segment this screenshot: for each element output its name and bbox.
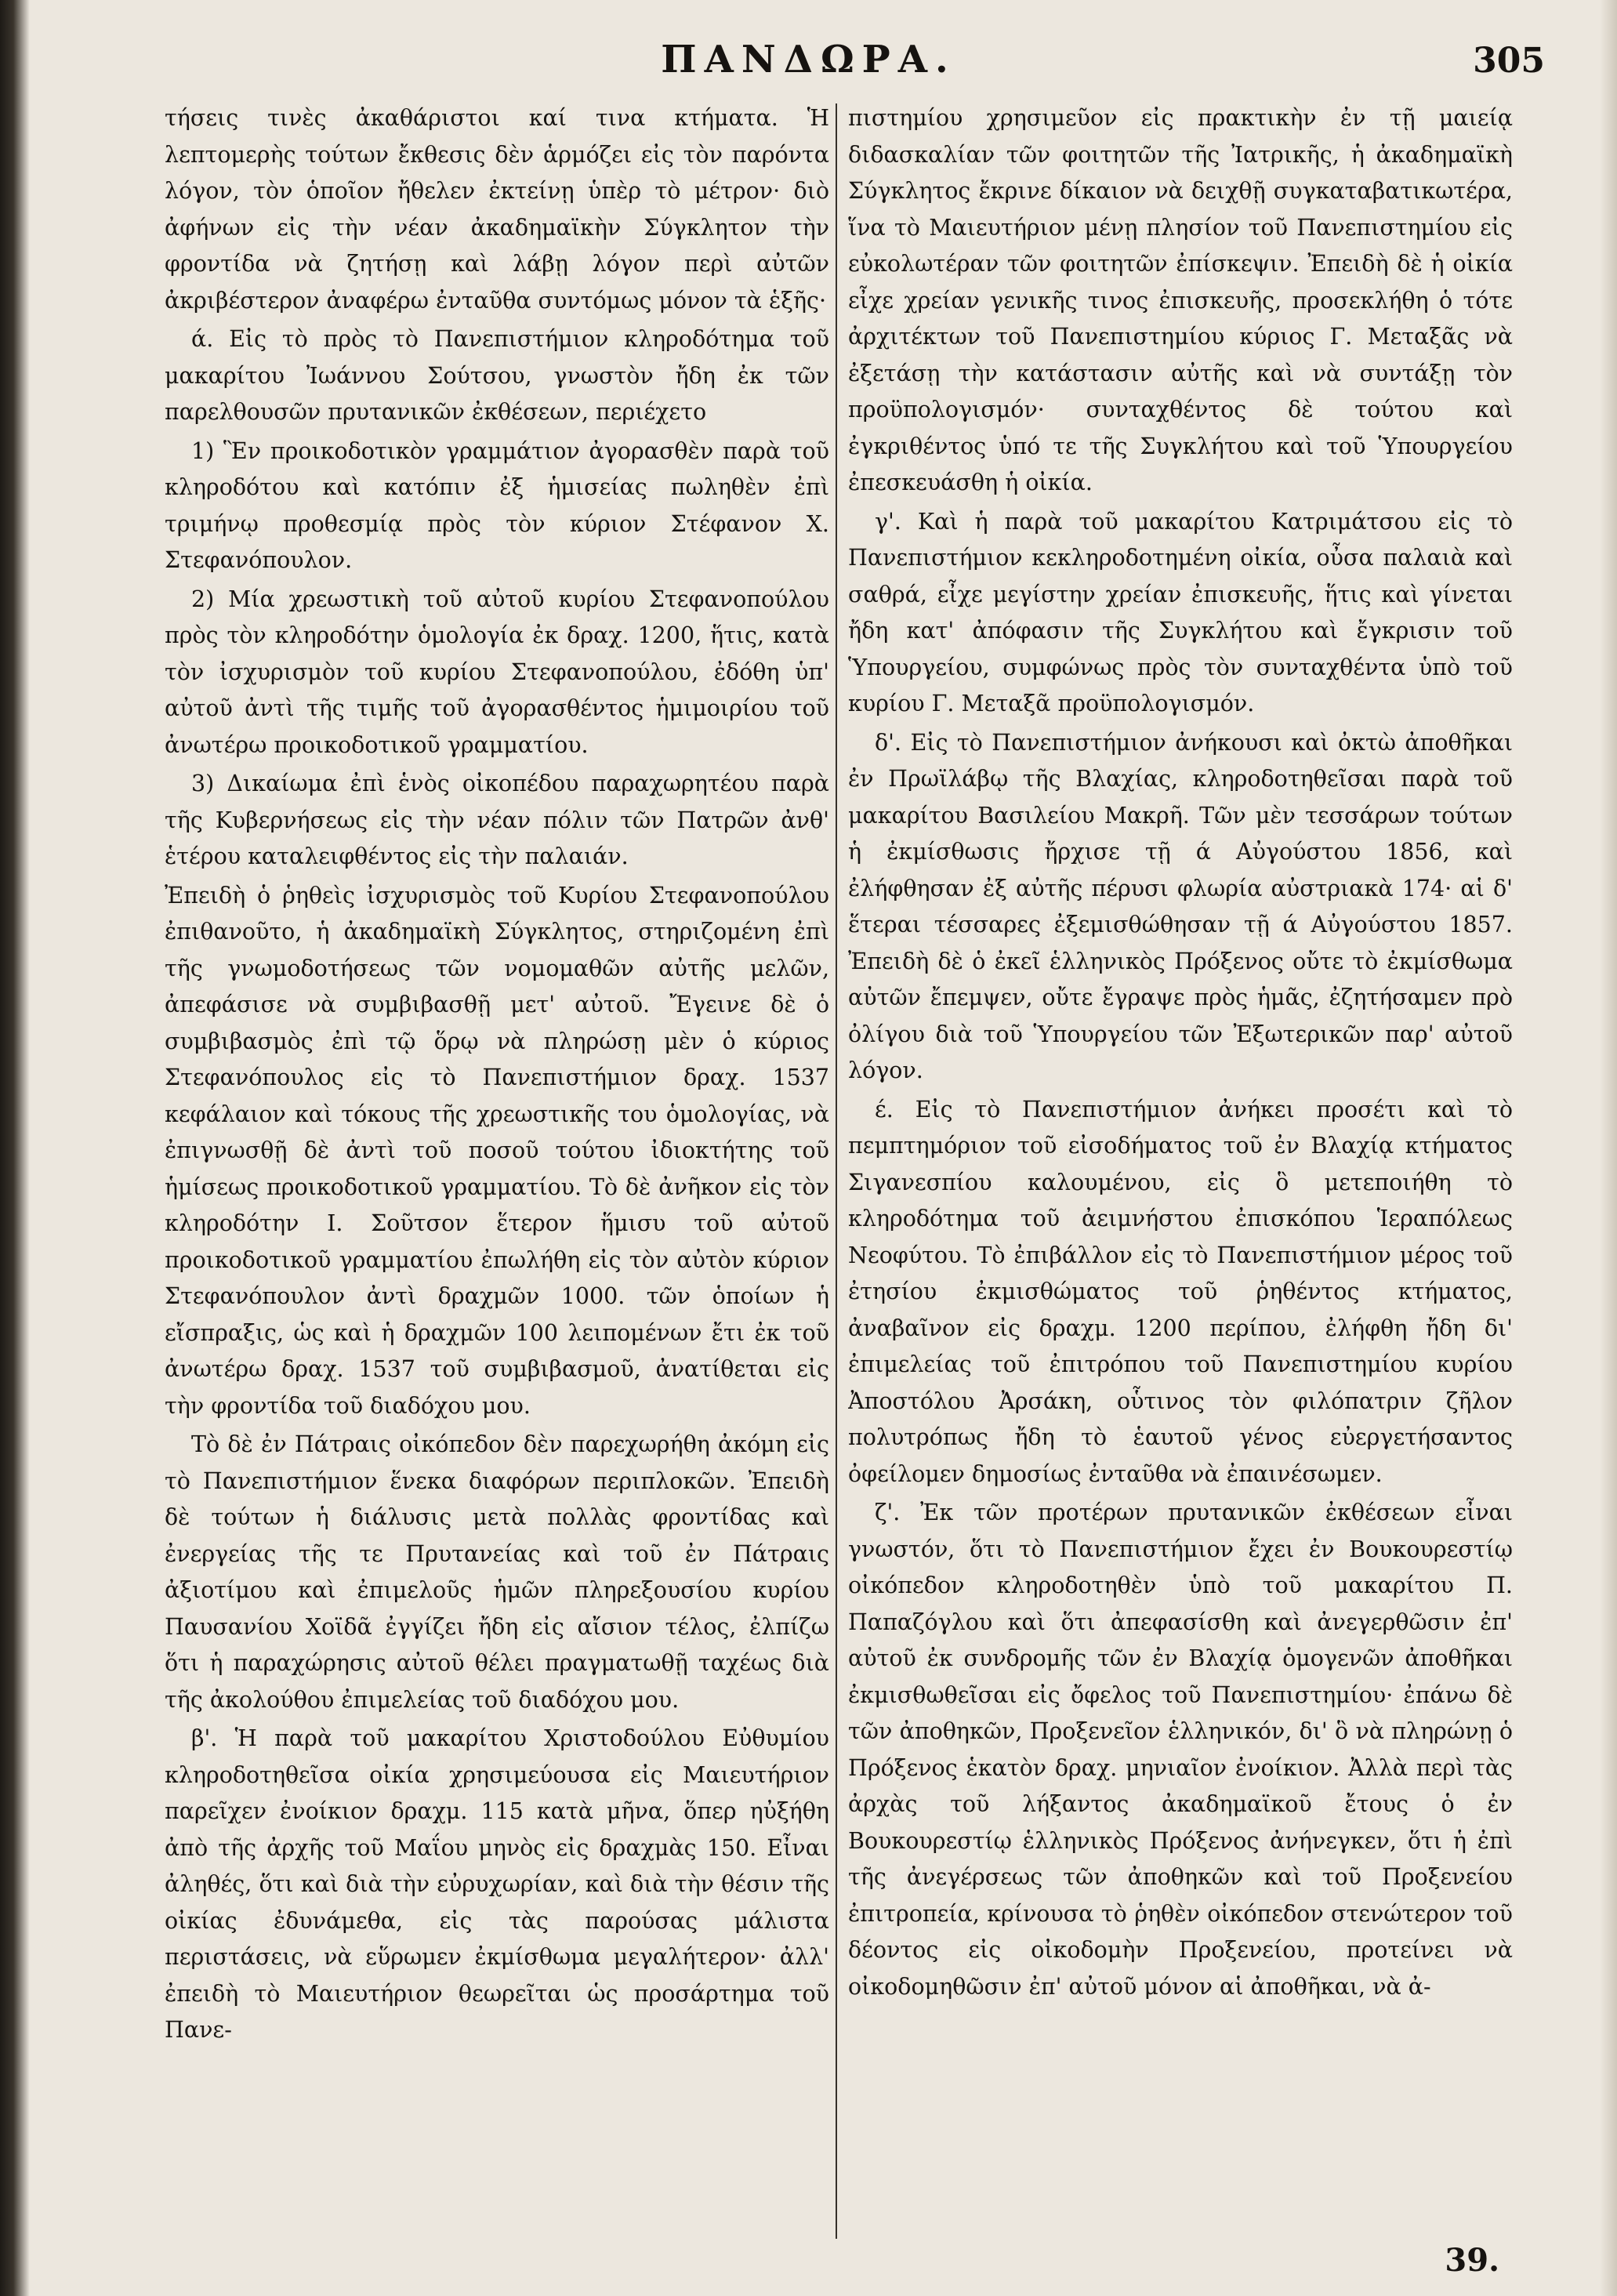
paragraph: τήσεις τινὲς ἀκαθάριστοι καί τινα κτήματα. Ἡ λεπτομερὴς τούτων ἔκθεσις δὲν ἁρμόζει εἰς τὸν παρόντα λόγον, τὸν ὁποῖον ἤθελεν ἐκτείνῃ ὑπὲρ τὸ μέτρον· διὸ ἀφήνων εἰς τὴν νέαν ἀκαδημαϊκὴν Σύγκλητον τὴν φροντίδα νὰ ζητήσῃ καὶ λάβῃ λόγον περὶ αὐτῶν ἀκριβέστερον ἀναφέρω ἐνταῦθα συντόμως μόνον τὰ ἑξῆς· (165, 105, 829, 314)
paragraph: δ'. Εἰς τὸ Πανεπιστήμιον ἀνήκουσι καὶ ὀκτὼ ἀποθῆκαι ἐν Πρωϊλάβῳ τῆς Βλαχίας, κληροδοτηθεῖσαι παρὰ τοῦ μακαρίτου Βασιλείου Μακρῆ. Τῶν μὲν τεσσάρων τούτων ἡ ἐκμίσθωσις ἤρχισε τῇ ά Αὐγούστου 1856, καὶ ἐλήφθησαν ἐξ αὐτῆς πέρυσι φλωρία αὐστριακὰ 174· αἱ δ' ἕτεραι τέσσαρες ἐξεμισθώθησαν τῇ ά Αὐγούστου 1857. Ἐπειδὴ δὲ ὁ ἐκεῖ ἑλληνικὸς Πρόξενος οὔτε τὸ ἐκμίσθωμα αὐτῶν ἔπεμψεν, οὔτε ἔγραψε πρὸς ἡμᾶς, ἐζητήσαμεν πρὸ ὀλίγου διὰ τοῦ Ὑπουργείου τῶν Ἐξωτερικῶν παρ' αὐτοῦ λόγον. (848, 729, 1513, 1083)
paragraph: γ'. Καὶ ἡ παρὰ τοῦ μακαρίτου Κατριμάτσου εἰς τὸ Πανεπιστήμιον κεκληροδοτημένη οἰκία, οὖσα παλαιὰ καὶ σαθρά, εἶχε μεγίστην χρείαν ἐπισκευῆς, ἥτις καὶ γίνεται ἤδη κατ' ἀπόφασιν τῆς Συγκλήτου καὶ ἔγκρισιν τοῦ Ὑπουργείου, συμφώνως πρὸς τὸν συνταχθέντα ὑπὸ τοῦ κυρίου Γ. Μεταξᾶ προϋπολογισμόν. (848, 508, 1513, 716)
paragraph: ά. Εἰς τὸ πρὸς τὸ Πανεπιστήμιον κληροδότημα τοῦ μακαρίτου Ἰωάννου Σούτσου, γνωστὸν ἤδη ἐκ τῶν παρελθουσῶν πρυτανικῶν ἐκθέσεων, περιέχετο (165, 326, 829, 425)
column-divider (836, 103, 837, 2239)
paragraph: 1) Ἓν προικοδοτικὸν γραμμάτιον ἀγορασθὲν παρὰ τοῦ κληροδότου καὶ κατόπιν ἐξ ἡμισείας πωληθὲν ἐπὶ τριμήνῳ προθεσμίᾳ πρὸς τὸν κύριον Στέφανον Χ. Στεφανόπουλον. (165, 437, 829, 573)
page-number: 305 (1473, 41, 1545, 81)
paragraph: 3) Δικαίωμα ἐπὶ ἑνὸς οἰκοπέδου παραχωρητέου παρὰ τῆς Κυβερνήσεως εἰς τὴν νέαν πόλιν τῶν Πατρῶν ἀνθ' ἑτέρου καταλειφθέντος εἰς τὴν παλαιάν. (165, 771, 829, 869)
paragraph: ζ'. Ἐκ τῶν προτέρων πρυτανικῶν ἐκθέσεων εἶναι γνωστόν, ὅτι τὸ Πανεπιστήμιον ἔχει ἐν Βουκουρεστίῳ οἰκόπεδον κληροδοτηθὲν ὑπὸ τοῦ μακαρίτου Π. Παπαζόγλου καὶ ὅτι ἀπεφασίσθη καὶ ἀνεγερθῶσιν ἐπ' αὐτοῦ ἐκ συνδρομῆς τῶν ἐν Βλαχίᾳ ὁμογενῶν ἀποθῆκαι ἐκμισθωθεῖσαι εἰς ὄφελος τοῦ Πανεπιστημίου· ἐπάνω δὲ τῶν ἀποθηκῶν, Προξενεῖον ἑλληνικόν, δι' ὃ νὰ πληρώνῃ ὁ Πρόξενος ἑκατὸν δραχ. μηνιαῖον ἐνοίκιον. Ἀλλὰ περὶ τὰς ἀρχὰς τοῦ λήξαντος ἀκαδημαϊκοῦ ἔτους ὁ ἐν Βουκουρεστίῳ ἑλληνικὸς Πρόξενος ἀνήνεγκεν, ὅτι ἡ ἐπὶ τῆς ἀνεγέρσεως τῶν ἀποθηκῶν καὶ τοῦ Προξενείου ἐπιτροπεία, κρίνουσα τὸ ῥηθὲν οἰκόπεδον στενώτερον τοῦ δέοντος εἰς οἰκοδομὴν Προξενείου, προτείνει νὰ οἰκοδομηθῶσιν ἐπ' αὐτοῦ μόνον αἱ ἀποθῆκαι, νὰ ἀ- (848, 1500, 1513, 2000)
paragraph: έ. Εἰς τὸ Πανεπιστήμιον ἀνήκει προσέτι καὶ τὸ πεμπτημόριον τοῦ εἰσοδήματος τοῦ ἐν Βλαχίᾳ κτήματος Σιγανεσπίου καλουμένου, εἰς ὃ μετεποιήθη τὸ κληροδότημα τοῦ ἀειμνήστου ἐπισκόπου Ἱεραπόλεως Νεοφύτου. Τὸ ἐπιβάλλον εἰς τὸ Πανεπιστήμιον μέρος τοῦ ἐτησίου ἐκμισθώματος τοῦ ῥηθέντος κτήματος, ἀναβαῖνον εἰς δραχμ. 1200 περίπου, ἐλήφθη ἤδη δι' ἐπιμελείας τοῦ ἐπιτρόπου τοῦ Πανεπιστημίου κυρίου Ἀποστόλου Ἀρσάκη, οὗτινος τὸν φιλόπατριν ζῆλον πολυτρόπως ἤδη τὸ ἑαυτοῦ γένος εὐεργετήσαντος ὀφείλομεν δημοσίως ἐνταῦθα νὰ ἐπαινέσωμεν. (848, 1096, 1513, 1487)
paragraph: Ἐπειδὴ ὁ ῥηθεὶς ἰσχυρισμὸς τοῦ Κυρίου Στεφανοπούλου ἐπιθανοῦτο, ἡ ἀκαδημαϊκὴ Σύγκλητος, στηριζομένη ἐπὶ τῆς γνωμοδοτήσεως τῶν νομομαθῶν αὐτῆς μελῶν, ἀπεφάσισε νὰ συμβιβασθῇ μετ' αὐτοῦ. Ἔγεινε δὲ ὁ συμβιβασμὸς ἐπὶ τῷ ὅρῳ νὰ πληρώσῃ μὲν ὁ κύριος Στεφανόπουλος εἰς τὸ Πανεπιστήμιον δραχ. 1537 κεφάλαιον καὶ τόκους τῆς χρεωστικῆς του ὁμολογίας, νὰ ἐπιγνωσθῇ δὲ ἀντὶ τοῦ ποσοῦ τούτου ἰδιοκτήτης τοῦ ἡμίσεως προικοδοτικοῦ γραμματίου. Τὸ δὲ ἀνῆκον εἰς τὸν κληροδότην Ι. Σοῦτσον ἕτερον ἥμισυ τοῦ αὐτοῦ προικοδοτικοῦ γραμματίου ἐπωλήθη εἰς τὸν αὐτὸν κύριον Στεφανόπουλον ἀντὶ δραχμῶν 1000. τῶν ὁποίων ἡ εἴσπραξις, ὡς καὶ ἡ δραχμῶν 100 λειπομένων ἔτι ἐκ τοῦ ἀνωτέρω δραχ. 1537 τοῦ συμβιβασμοῦ, ἀνατίθεται εἰς τὴν φροντίδα τοῦ διαδόχου μου. (165, 882, 829, 1419)
right-column (848, 100, 1513, 2240)
paragraph: β'. Ἡ παρὰ τοῦ μακαρίτου Χριστοδούλου Εὐθυμίου κληροδοτηθεῖσα οἰκία χρησιμεύουσα εἰς Μαιευτήριον παρεῖχεν ἐνοίκιον δραχμ. 115 κατὰ μῆνα, ὅπερ ηὐξήθη ἀπὸ τῆς ἀρχῆς τοῦ Μαΐου μηνὸς εἰς δραχμὰς 150. Εἶναι ἀληθές, ὅτι καὶ διὰ τὴν εὐρυχωρίαν, καὶ διὰ τὴν θέσιν τῆς οἰκίας ἐδυνάμεθα, εἰς τὰς παρούσας μάλιστα περιστάσεις, νὰ εὕρωμεν ἐκμίσθωμα μεγαλήτερον· ἀλλ' ἐπειδὴ τὸ Μαιευτήριον θεωρεῖται ὡς προσάρτημα τοῦ Πανε- (165, 1725, 829, 2043)
signature-mark: 39. (1445, 2242, 1499, 2279)
running-title: ΠΑΝΔΩΡΑ. (661, 38, 956, 82)
paragraph: πιστημίου χρησιμεῦον εἰς πρακτικὴν ἐν τῇ μαιείᾳ διδασκαλίαν τῶν φοιτητῶν τῆς Ἰατρικῆς, ἡ ἀκαδημαϊκὴ Σύγκλητος ἔκρινε δίκαιον νὰ δειχθῇ συγκαταβατικωτέρα, ἵνα τὸ Μαιευτήριον μένῃ πλησίον τοῦ Πανεπιστημίου εἰς εὐκολωτέραν τῶν φοιτητῶν ἐπίσκεψιν. Ἐπειδὴ δὲ ἡ οἰκία εἶχε χρείαν γενικῆς τινος ἐπισκευῆς, προσεκλήθη ὁ τότε ἀρχιτέκτων τοῦ Πανεπιστημίου κύριος Γ. Μεταξᾶς νὰ ἐξετάσῃ τὴν κατάστασιν αὐτῆς καὶ νὰ συντάξῃ τὸν προϋπολογισμόν· συνταχθέντος δὲ τούτου καὶ ἐγκριθέντος ὑπό τε τῆς Συγκλήτου καὶ τοῦ Ὑπουργείου ἐπεσκευάσθη ἡ οἰκία. (848, 105, 1513, 495)
paragraph: 2) Μία χρεωστικὴ τοῦ αὐτοῦ κυρίου Στεφανοπούλου πρὸς τὸν κληροδότην ὁμολογία ἐκ δραχ. 1200, ἥτις, κατὰ τὸν ἰσχυρισμὸν τοῦ κυρίου Στεφανοπούλου, ἐδόθη ὑπ' αὐτοῦ ἀντὶ τῆς τιμῆς τοῦ ἀγορασθέντος ἡμιμοιρίου τοῦ ἀνωτέρω προικοδοτικοῦ γραμματίου. (165, 586, 829, 758)
left-column (165, 100, 829, 2240)
paragraph: Τὸ δὲ ἐν Πάτραις οἰκόπεδον δὲν παρεχωρήθη ἀκόμη εἰς τὸ Πανεπιστήμιον ἕνεκα διαφόρων περιπλοκῶν. Ἐπειδὴ δὲ τούτων ἡ διάλυσις μετὰ πολλὰς φροντίδας καὶ ἐνεργείας τῆς τε Πρυτανείας καὶ τοῦ ἐν Πάτραις ἀξιοτίμου καὶ ἐπιμελοῦς ἡμῶν πληρεξουσίου κυρίου Παυσανίου Χοϊδᾶ ἐγγίζει ἤδη εἰς αἴσιον τέλος, ἐλπίζω ὅτι ἡ παραχώρησις αὐτοῦ θέλει πραγματωθῇ ταχέως διὰ τῆς ἀκολούθου ἐπιμελείας τοῦ διαδόχου μου. (165, 1431, 829, 1713)
binding-shadow (0, 0, 30, 2296)
page-edge (1600, 0, 1617, 2296)
